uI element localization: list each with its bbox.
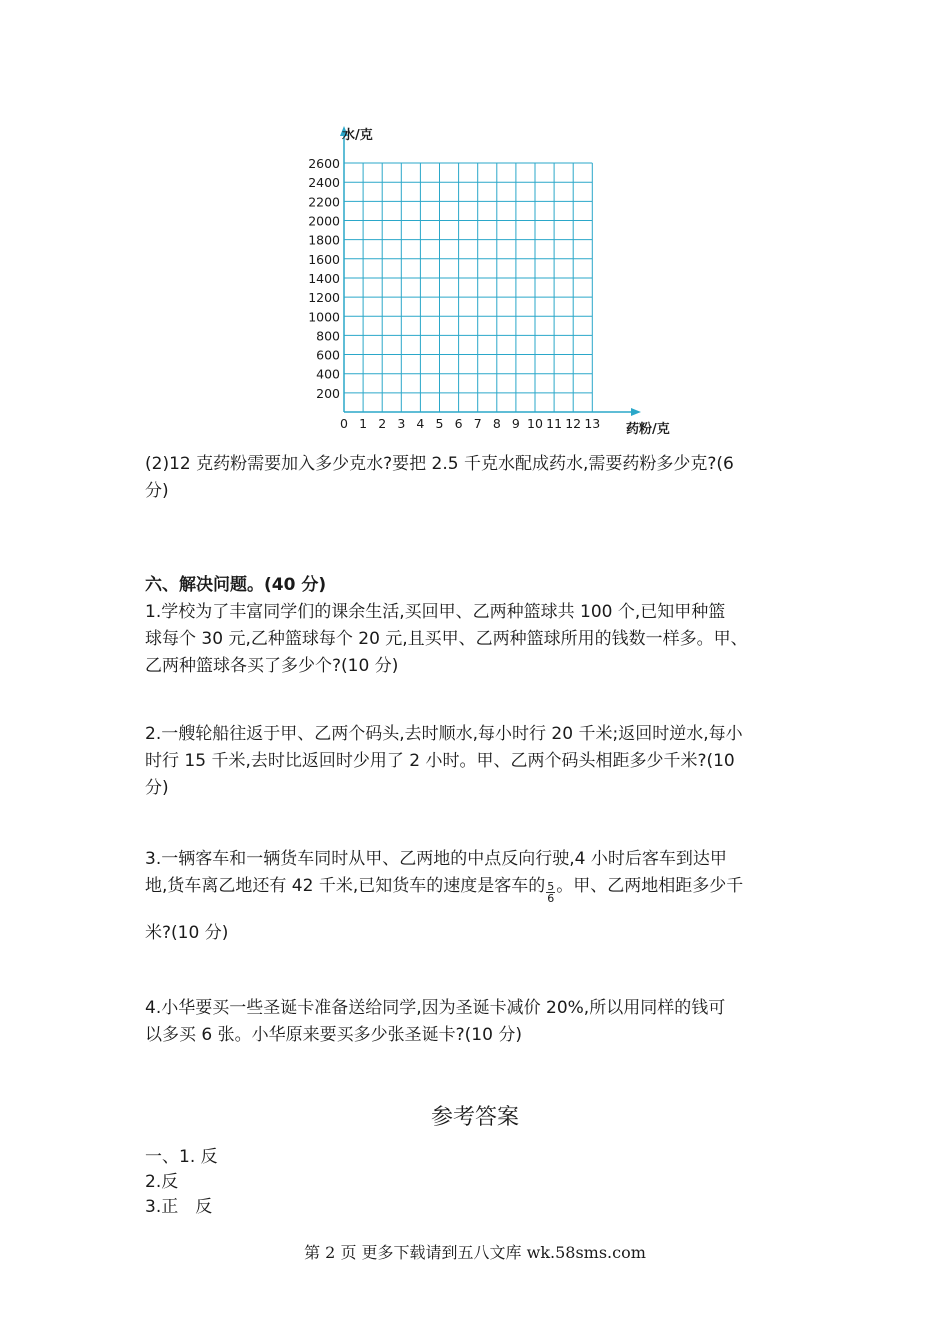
x-tick-label: 10 xyxy=(527,416,543,431)
y-tick-label: 600 xyxy=(316,347,340,363)
fraction-five-sixths xyxy=(546,881,555,904)
x-tick-label: 5 xyxy=(435,416,444,431)
y-tick-label: 2000 xyxy=(308,213,340,229)
x-tick-label: 1 xyxy=(359,416,368,431)
x-tick-label: 4 xyxy=(416,416,425,431)
question-5-2-line2: 分) xyxy=(145,481,169,501)
x-tick-label: 7 xyxy=(473,416,482,431)
answer-key-title: 参考答案 xyxy=(430,1105,519,1130)
x-tick-label: 9 xyxy=(511,416,520,431)
y-tick-label: 200 xyxy=(316,385,340,401)
question-6-2-line1: 2.一艘轮船往返于甲、乙两个码头,去时顺水,每小时行 20 千米;返回时逆水,每小 xyxy=(145,724,743,744)
y-axis-title: 水/克 xyxy=(342,128,373,143)
question-6-3-line1: 3.一辆客车和一辆货车同时从甲、乙两地的中点反向行驶,4 小时后客车到达甲 xyxy=(145,849,727,869)
section-6-heading: 六、解决问题。(40 分) xyxy=(145,575,327,595)
question-6-3-line2 xyxy=(145,872,744,905)
y-tick-label: 1600 xyxy=(308,251,340,267)
question-5-2-line1: (2)12 克药粉需要加入多少克水?要把 2.5 千克水配成药水,需要药粉多少克?(6 xyxy=(145,454,734,474)
y-tick-label: 1200 xyxy=(308,290,340,306)
x-axis-title: 药粉/克 xyxy=(626,422,670,437)
x-tick-label: 3 xyxy=(397,416,406,431)
x-tick-label: 0 xyxy=(340,416,348,431)
grid-chart xyxy=(0,0,950,460)
answer-3: 3.正 反 xyxy=(145,1197,213,1217)
y-tick-label: 1800 xyxy=(308,232,340,248)
question-6-1-line3: 乙两种篮球各买了多少个?(10 分) xyxy=(145,656,399,676)
x-tick-label: 11 xyxy=(546,416,563,431)
x-tick-label: 13 xyxy=(584,416,601,431)
question-6-3-line3: 米?(10 分) xyxy=(145,923,229,943)
question-6-2-line2: 时行 15 千米,去时比返回时少用了 2 小时。甲、乙两个码头相距多少千米?(10 xyxy=(145,751,735,771)
y-tick-label: 2600 xyxy=(308,156,340,172)
fraction-denominator: 6 xyxy=(547,891,555,905)
y-tick-label: 1000 xyxy=(308,309,340,325)
y-tick-label: 800 xyxy=(316,328,340,344)
question-6-1-line2: 球每个 30 元,乙种篮球每个 20 元,且买甲、乙两种篮球所用的钱数一样多。甲、 xyxy=(145,629,748,649)
question-6-3-line2-start: 地,货车离乙地还有 42 千米,已知货车的速度是客车的 xyxy=(145,876,546,896)
question-6-4-line2: 以多买 6 张。小华原来要买多少张圣诞卡?(10 分) xyxy=(145,1025,522,1045)
y-tick-label: 2400 xyxy=(308,175,340,191)
fraction-numerator: 5 xyxy=(547,879,555,893)
y-tick-label: 400 xyxy=(316,366,340,382)
question-6-4-line1: 4.小华要买一些圣诞卡准备送给同学,因为圣诞卡减价 20%,所以用同样的钱可 xyxy=(145,998,726,1018)
x-tick-label: 6 xyxy=(454,416,463,431)
answer-2: 2.反 xyxy=(145,1172,179,1192)
question-6-1-line1: 1.学校为了丰富同学们的课余生活,买回甲、乙两种篮球共 100 个,已知甲种篮 xyxy=(145,602,726,622)
page-footer: 第 2 页 更多下载请到五八文库 wk.58sms.com xyxy=(304,1243,646,1262)
question-6-2-line3: 分) xyxy=(145,778,169,798)
x-tick-label: 2 xyxy=(378,416,387,431)
x-tick-label: 8 xyxy=(492,416,501,431)
y-tick-label: 2200 xyxy=(308,194,340,210)
answer-1: 一、1. 反 xyxy=(145,1147,218,1167)
question-6-3-line2-end: 。甲、乙两地相距多少千 xyxy=(556,876,744,896)
x-tick-label: 12 xyxy=(565,416,582,431)
x-axis-arrow xyxy=(631,408,641,416)
y-tick-label: 1400 xyxy=(308,270,340,286)
